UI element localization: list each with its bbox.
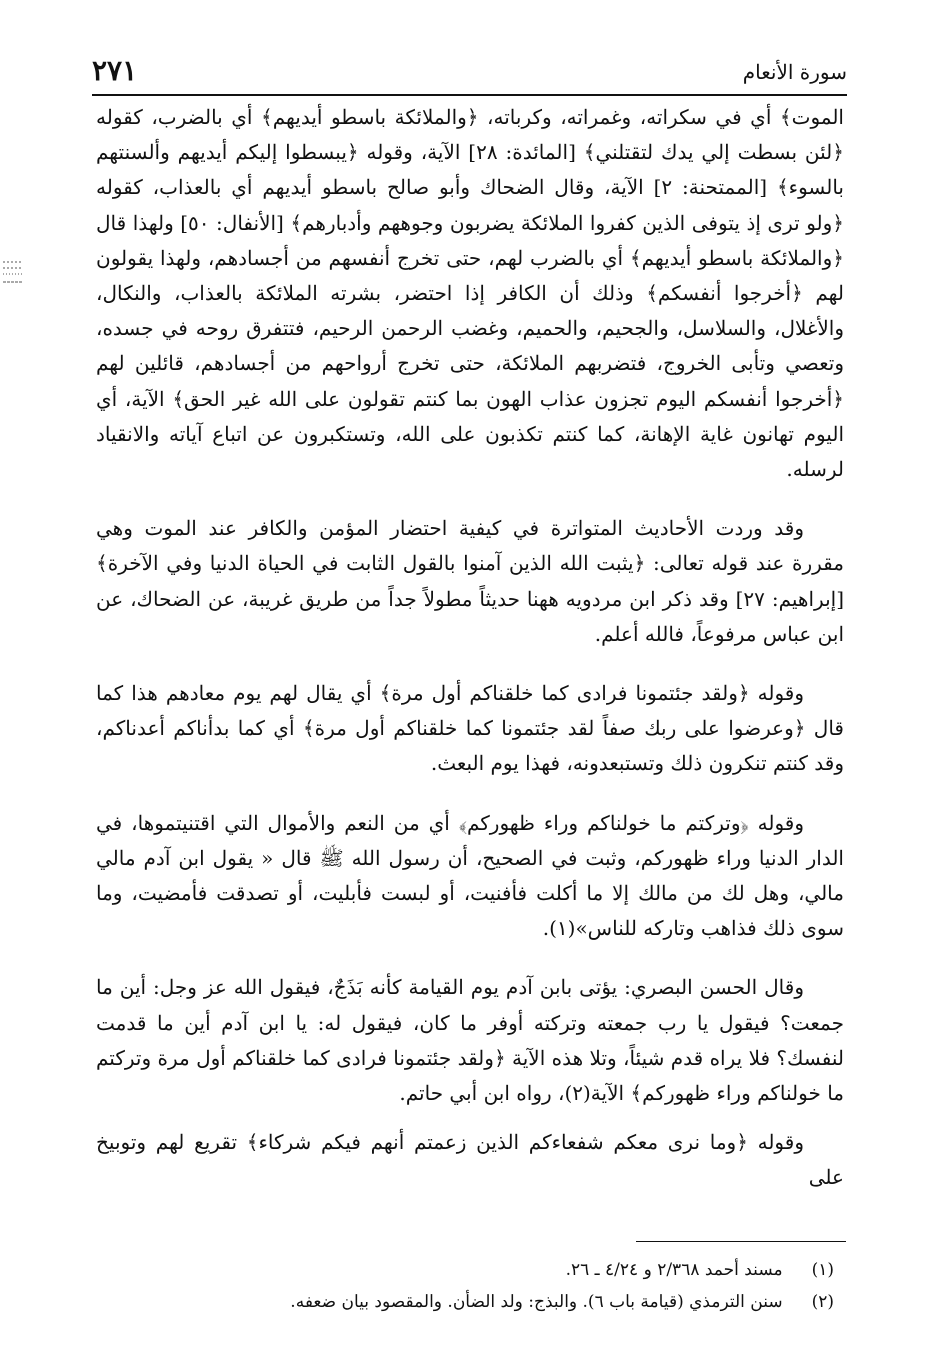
footnote [96,1254,844,1286]
footnote-text: مسند أحمد ٢/٣٦٨ و ٤/٢٤ ـ ٢٦. [565,1260,783,1280]
page-number: ٢٧١ [92,54,138,87]
footnote-separator [636,1241,846,1242]
footnote-number: (٢) [811,1292,834,1312]
footnotes [96,1254,844,1318]
main-text [96,100,844,1196]
page-header [92,54,847,96]
surah-title: سورة الأنعام [742,60,847,84]
margin-binding-mark [0,256,26,290]
paragraph: الموت﴾ أي في سكراته، وغمراته، وكرباته، ﴿والملائكة باسطو أيديهم﴾ أي بالضرب، كقوله ﴿لئن بسطت إلي يدك لتقتلني﴾ [المائدة: ٢٨] الآية، وقوله ﴿يبسطوا إليكم أيديهم وألسنتهم بالسوء﴾ [الممتحنة: ٢] الآية، وقال الضحاك وأبو صالح باسطو أيديهم أي بالعذاب، كقوله ﴿ولو ترى إذ يتوفى الذين كفروا الملائكة يضربون وجوههم وأدبارهم﴾ [الأنفال: ٥٠] ولهذا قال ﴿والملائكة باسطو أيديهم﴾ أي بالضرب لهم، حتى تخرج أنفسهم من أجسادهم، ولهذا يقولون لهم ﴿أخرجوا أنفسكم﴾ وذلك أن الكافر إذا احتضر، بشرته الملائكة بالعذاب، والنكال، والأغلال، والسلاسل، والجحيم، والحميم، وغضب الرحمن الرحيم، فتتفرق روحه في جسده، وتعصي وتأبى الخروج، فتضربهم الملائكة، حتى تخرج أرواحهم من أجسادهم، قائلين لهم ﴿أخرجوا أنفسكم اليوم تجزون عذاب الهون بما كنتم تقولون على الله غير الحق﴾ الآية، أي اليوم تهانون غاية الإهانة، كما كنتم تكذبون على الله، وتستكبرون عن اتباع آياته والانقياد لرسله. [96,105,844,482]
paragraph: وقوله ﴿وما نرى معكم شفعاءكم الذين زعمتم أنهم فيكم شركاء﴾ تقريع لهم وتوبيخ على [96,1130,844,1190]
paragraph: وقوله ﴿ولقد جئتمونا فرادى كما خلقناكم أول مرة﴾ أي يقال لهم يوم معادهم هذا كما قال ﴿وعرضوا على ربك صفاً لقد جئتمونا كما خلقناكم أول مرة﴾ أي كما بدأناكم أعدناكم، وقد كنتم تنكرون ذلك وتستبعدونه، فهذا يوم البعث. [96,681,844,776]
footnote-number: (١) [811,1260,834,1280]
footnote-text: سنن الترمذي (قيامة باب ٦). والبذج: ولد الضأن. والمقصود بيان ضعفه. [290,1292,783,1312]
paragraph: وقال الحسن البصري: يؤتى بابن آدم يوم القيامة كأنه بَذَجٌ، فيقول الله عز وجل: أين ما جمعت؟ فيقول يا رب جمعته وتركته أوفر ما كان، فيقول له: يا ابن آدم أين ما قدمت لنفسك؟ فلا يراه قدم شيئاً، وتلا هذه الآية ﴿ولقد جئتمونا فرادى كما خلقناكم أول مرة وتركتم ما خولناكم وراء ظهوركم﴾ الآية(٢)، رواه ابن أبي حاتم. [96,975,844,1106]
paragraph: وقوله ﴿وتركتم ما خولناكم وراء ظهوركم﴾ أي من النعم والأموال التي اقتنيتموها، في الدار الدنيا وراء ظهوركم، وثبت في الصحيح، أن رسول الله ﷺ قال « يقول ابن آدم مالي مالي، وهل لك من مالك إلا ما أكلت فأفنيت، أو لبست فأبليت، أو تصدقت فأمضيت، وما سوى ذلك فذاهب وتاركه للناس»(١). [96,810,844,941]
paragraph: وقد وردت الأحاديث المتواترة في كيفية احتضار المؤمن والكافر عند الموت وهي مقررة عند قوله تعالى: ﴿يثبت الله الذين آمنوا بالقول الثابت في الحياة الدنيا وفي الآخرة﴾ [إبراهيم: ٢٧] وقد ذكر ابن مردويه ههنا حديثاً مطولاً جداً من طريق غريبة، عن الضحاك، عن ابن عباس مرفوعاً، فالله أعلم. [96,516,844,646]
footnote [96,1286,844,1318]
